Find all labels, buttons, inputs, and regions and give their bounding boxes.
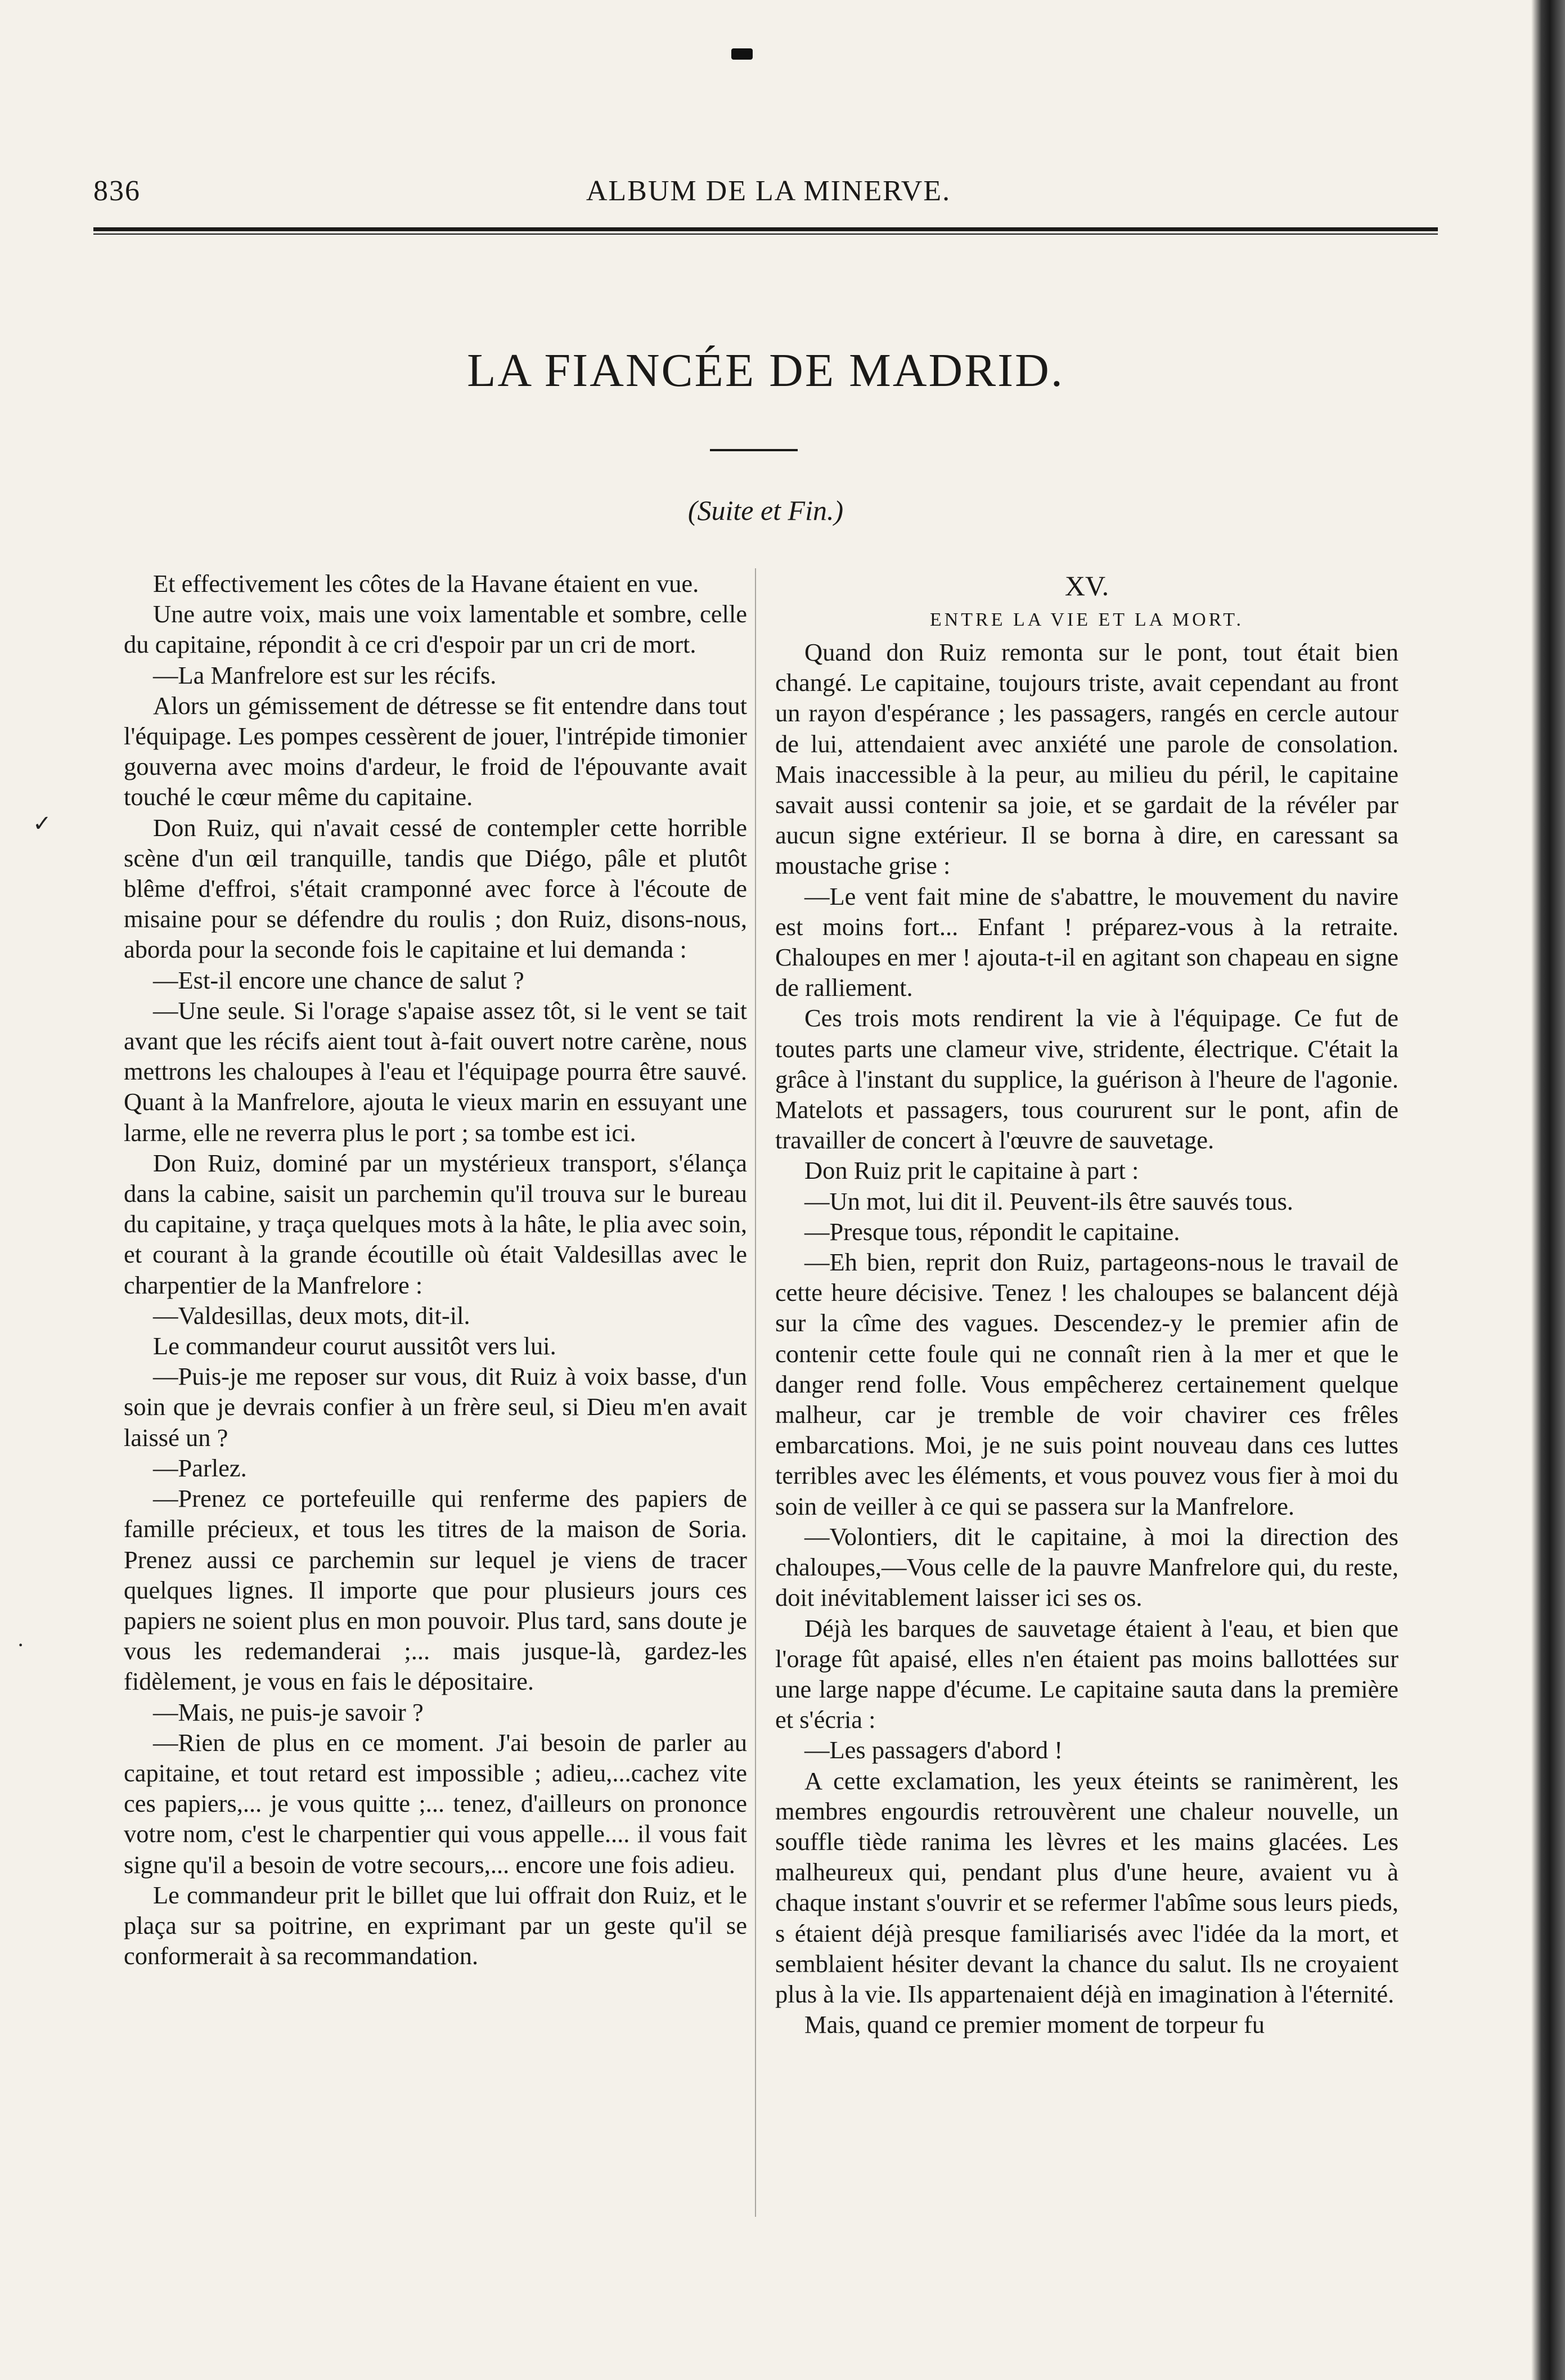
print-mark [731, 48, 753, 60]
paragraph: Et effectivement les côtes de la Havane étaient en vue. [153, 569, 699, 598]
section-title: ENTRE LA VIE ET LA MORT. [929, 609, 1244, 630]
paragraph: —Mais, ne puis-je savoir ? [153, 1698, 424, 1726]
right-column [775, 568, 1398, 2040]
paragraph: Quand don Ruiz remonta sur le pont, tout était bien changé. Le capitaine, toujours triste, avait cependant au front un rayon d'espérance ; les passagers, rangés en cercle autour de lui, attendaient avec anxiété une parole de consolation. Mais inaccessible à la peur, au milieu du péril, le capitaine savait aussi contenir sa joie, et se gardait de la révéler par aucun signe extérieur. Il se borna à dire, en caressant sa moustache grise : [775, 638, 1398, 880]
paragraph: —Une seule. Si l'orage s'apaise assez tôt, si le vent se tait avant que les récifs aient tout à-fait ouvert notre carène, nous mettrons les chaloupes à l'eau et l'équipage pourra être sauvé. Quant à la Manfrelore, ajouta le vieux marin en essuyant une larme, elle ne reverra plus le port ; sa tombe est ici. [124, 996, 747, 1147]
paragraph: —La Manfrelore est sur les récifs. [153, 661, 497, 689]
paragraph: —Puis-je me reposer sur vous, dit Ruiz à voix basse, d'un soin que je devrais confier à un frère seul, si Dieu m'en avait laissé un ? [124, 1362, 747, 1452]
paragraph: —Le vent fait mine de s'abattre, le mouvement du navire est moins fort... Enfant ! préparez-vous à la retraite. Chaloupes en mer ! ajouta-t-il en agitant son chapeau en signe de ralliement. [775, 882, 1398, 1002]
paragraph: —Prenez ce portefeuille qui renferme des papiers de famille précieux, et tous les titres de la maison de Soria. Prenez aussi ce parchemin sur lequel je viens de tracer quelques lignes. Il importe que pour plusieurs jours ces papiers ne soient plus en mon pouvoir. Plus tard, sans doute je vous les redemanderai ;... mais jusque-là, gardez-les fidèlement, je vous en fais le dépositaire. [124, 1484, 747, 1696]
title-rule [710, 449, 798, 451]
paragraph: Le commandeur courut aussitôt vers lui. [153, 1332, 556, 1360]
paragraph: Mais, quand ce premier moment de torpeur fu [804, 2010, 1265, 2039]
paragraph: —Rien de plus en ce moment. J'ai besoin de parler au capitaine, et tout retard est impossible ; adieu,...cachez vite ces papiers,... je vous quitte ;... tenez, d'ailleurs on prononce votre nom, c'est le charpentier qui vous appelle.... il vous fait signe qu'il a besoin de votre secours,... encore une fois adieu. [124, 1728, 747, 1879]
page-number: 836 [93, 175, 141, 207]
right-column-body [775, 637, 1398, 2040]
paragraph: —Volontiers, dit le capitaine, à moi la direction des chaloupes,—Vous celle de la pauvre Manfrelore qui, du reste, doit inévitablement laisser ici ses os. [775, 1522, 1398, 1612]
paragraph: —Est-il encore une chance de salut ? [153, 966, 524, 994]
article-subtitle: (Suite et Fin.) [687, 495, 844, 526]
paragraph: Don Ruiz, dominé par un mystérieux transport, s'élança dans la cabine, saisit un parchemin qu'il trouva sur le bureau du capitaine, y traça quelques mots à la hâte, le plia avec soin, et courant à la grande écoutille où était Valdesillas avec le charpentier de la Manfrelore : [124, 1148, 747, 1299]
paragraph: Déjà les barques de sauvetage étaient à l'eau, et bien que l'orage fût apaisé, elles n'en étaient pas moins ballottées sur une large nappe d'écume. Le capitaine sauta dans la première et s'écria : [775, 1614, 1398, 1734]
paragraph: —Les passagers d'abord ! [804, 1736, 1063, 1764]
paragraph: Une autre voix, mais une voix lamentable et sombre, celle du capitaine, répondit à ce cri d'espoir par un cri de mort. [124, 600, 747, 659]
paragraph: Le commandeur prit le billet que lui offrait don Ruiz, et le plaça sur sa poitrine, en exprimant par un geste qu'il se conformerait à sa recommandation. [124, 1880, 747, 1970]
article-title: LA FIANCÉE DE MADRID. [467, 344, 1064, 397]
paragraph: —Eh bien, reprit don Ruiz, partageons-nous le travail de cette heure décisive. Tenez ! les chaloupes se balancent déjà sur la cîme des vagues. Descendez-y le premier afin de contenir cette foule qui ne connaît rien à la mer et que le danger rend folle. Vous empêcherez certainement quelque malheur, car je tremble de voir chavirer ces frêles embarcations. Moi, je ne suis point nouveau dans ces luttes terribles avec les éléments, et vous pouvez vous fier à moi du soin de veiller à ce qui se passera sur la Manfrelore. [775, 1248, 1398, 1520]
left-column [124, 568, 747, 1971]
header-rule [93, 227, 1438, 235]
paragraph: —Parlez. [153, 1453, 247, 1482]
paragraph: Don Ruiz, qui n'avait cessé de contempler cette horrible scène d'un œil tranquille, tandis que Diégo, pâle et plutôt blême d'effroi, s'était cramponné avec force à l'écoute de misaine pour se défendre du roulis ; don Ruiz, disons-nous, aborda pour la seconde fois le capitaine et lui demanda : [124, 813, 747, 964]
page-binding-edge [1531, 0, 1565, 2380]
column-divider [755, 568, 756, 2217]
paragraph: Alors un gémissement de détresse se fit entendre dans tout l'équipage. Les pompes cessèrent de jouer, l'intrépide timonier gouverna avec moins d'ardeur, le froid de l'épouvante avait touché le cœur même du capitaine. [124, 691, 747, 811]
paragraph: Don Ruiz prit le capitaine à part : [804, 1156, 1139, 1185]
paragraph: A cette exclamation, les yeux éteints se ranimèrent, les membres engourdis retrouvèrent une chaleur nouvelle, un souffle tiède ranima les lèvres et les mains glacées. Les malheureux qui, pendant plus d'une heure, avaient vu à chaque instant s'ouvrir et se refermer l'abîme sous leurs pieds, s étaient déjà presque familiarisés avec l'idée da la mort, et semblaient hésiter devant la chance du salut. Ils ne croyaient plus à la vie. Ils appartenaient déjà en imagination à l'éternité. [775, 1766, 1398, 2008]
page-header [93, 174, 1443, 219]
running-title: ALBUM DE LA MINERVE. [586, 175, 951, 207]
section-number: XV. [1064, 570, 1109, 601]
paragraph: —Valdesillas, deux mots, dit-il. [153, 1301, 470, 1330]
margin-mark: ✓ [33, 811, 52, 836]
paragraph: —Un mot, lui dit il. Peuvent-ils être sauvés tous. [804, 1187, 1293, 1215]
margin-mark: · [17, 1632, 25, 1658]
paragraph: —Presque tous, répondit le capitaine. [804, 1217, 1180, 1246]
paragraph: Ces trois mots rendirent la vie à l'équipage. Ce fut de toutes parts une clameur vive, stridente, électrique. C'était la grâce à l'instant du supplice, la guérison à l'heure de l'agonie. Matelots et passagers, tous coururent sur le pont, afin de travailler de concert à l'œuvre de sauvetage. [775, 1004, 1398, 1155]
